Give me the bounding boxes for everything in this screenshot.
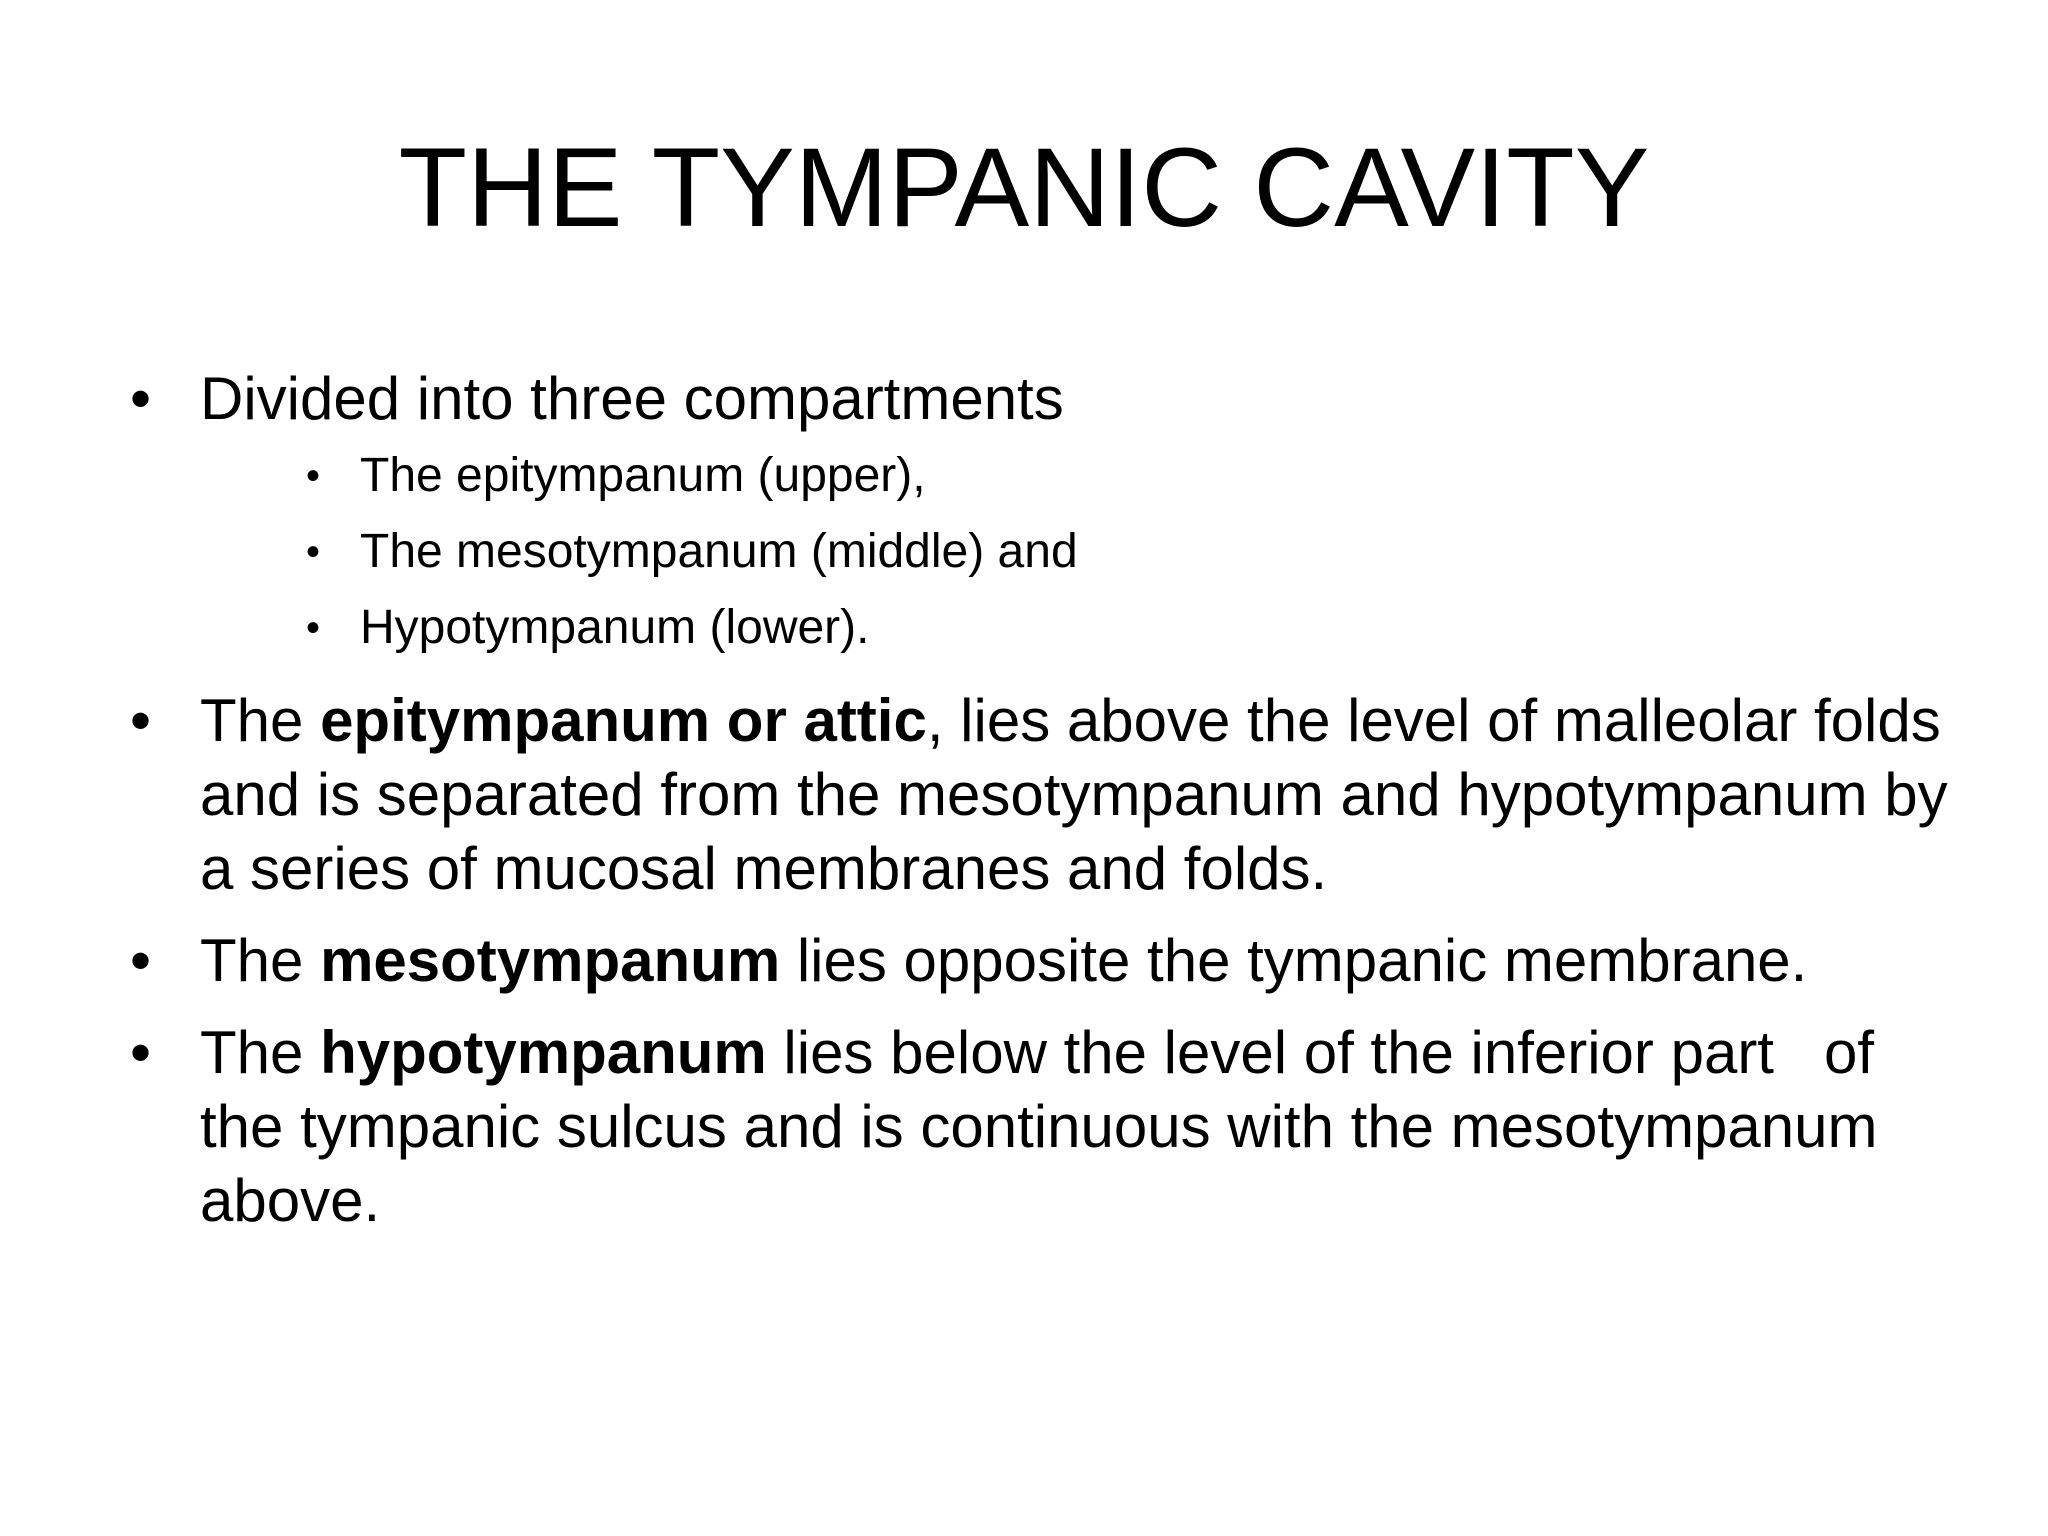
sub-bullet-mesotympanum [200,514,1970,590]
sub-bullet-dot-icon: • [306,530,321,574]
bullet-text-pre: The [200,687,321,754]
sub-bullet-text: The mesotympanum (middle) and [360,525,1078,578]
bullet-dot-icon: • [130,365,152,432]
bullet-mesotympanum [130,924,1970,998]
bullet-compartments [130,362,1970,666]
bullet-text-post: , lies above the level of malleolar folds and is separated from the mesotympanum and hypotympanum by a series of mucosal membranes and folds. [200,687,1948,902]
sub-bullet-text: Hypotympanum (lower). [360,601,870,654]
bullet-dot-icon: • [130,687,152,754]
bullet-text-pre: The [200,927,321,994]
sub-bullet-dot-icon: • [306,454,321,498]
bullet-text-bold: mesotympanum [320,927,781,994]
sub-bullet-dot-icon: • [306,606,321,650]
bullet-text-bold: epitympanum or attic [320,687,927,754]
bullet-text-pre: The [200,1019,321,1086]
bullet-text-post: lies below the level of the inferior part of the tympanic sulcus and is continuous with the mesotympanum above. [200,1019,1895,1234]
bullet-text: Divided into three compartments [200,365,1064,432]
bullet-text-bold: hypotympanum [320,1019,767,1086]
bullet-list [130,362,1970,1256]
bullet-epitympanum [130,684,1970,906]
slide-title: THE TYMPANIC CAVITY [398,125,1650,250]
bullet-dot-icon: • [130,1019,152,1086]
sub-bullet-epitympanum [200,438,1970,514]
bullet-dot-icon: • [130,927,152,994]
sub-bullet-list [200,438,1970,666]
sub-bullet-text: The epitympanum (upper), [360,449,926,502]
sub-bullet-hypotympanum [200,590,1970,666]
bullet-hypotympanum [130,1016,1970,1238]
bullet-text-post: lies opposite the tympanic membrane. [780,927,1808,994]
